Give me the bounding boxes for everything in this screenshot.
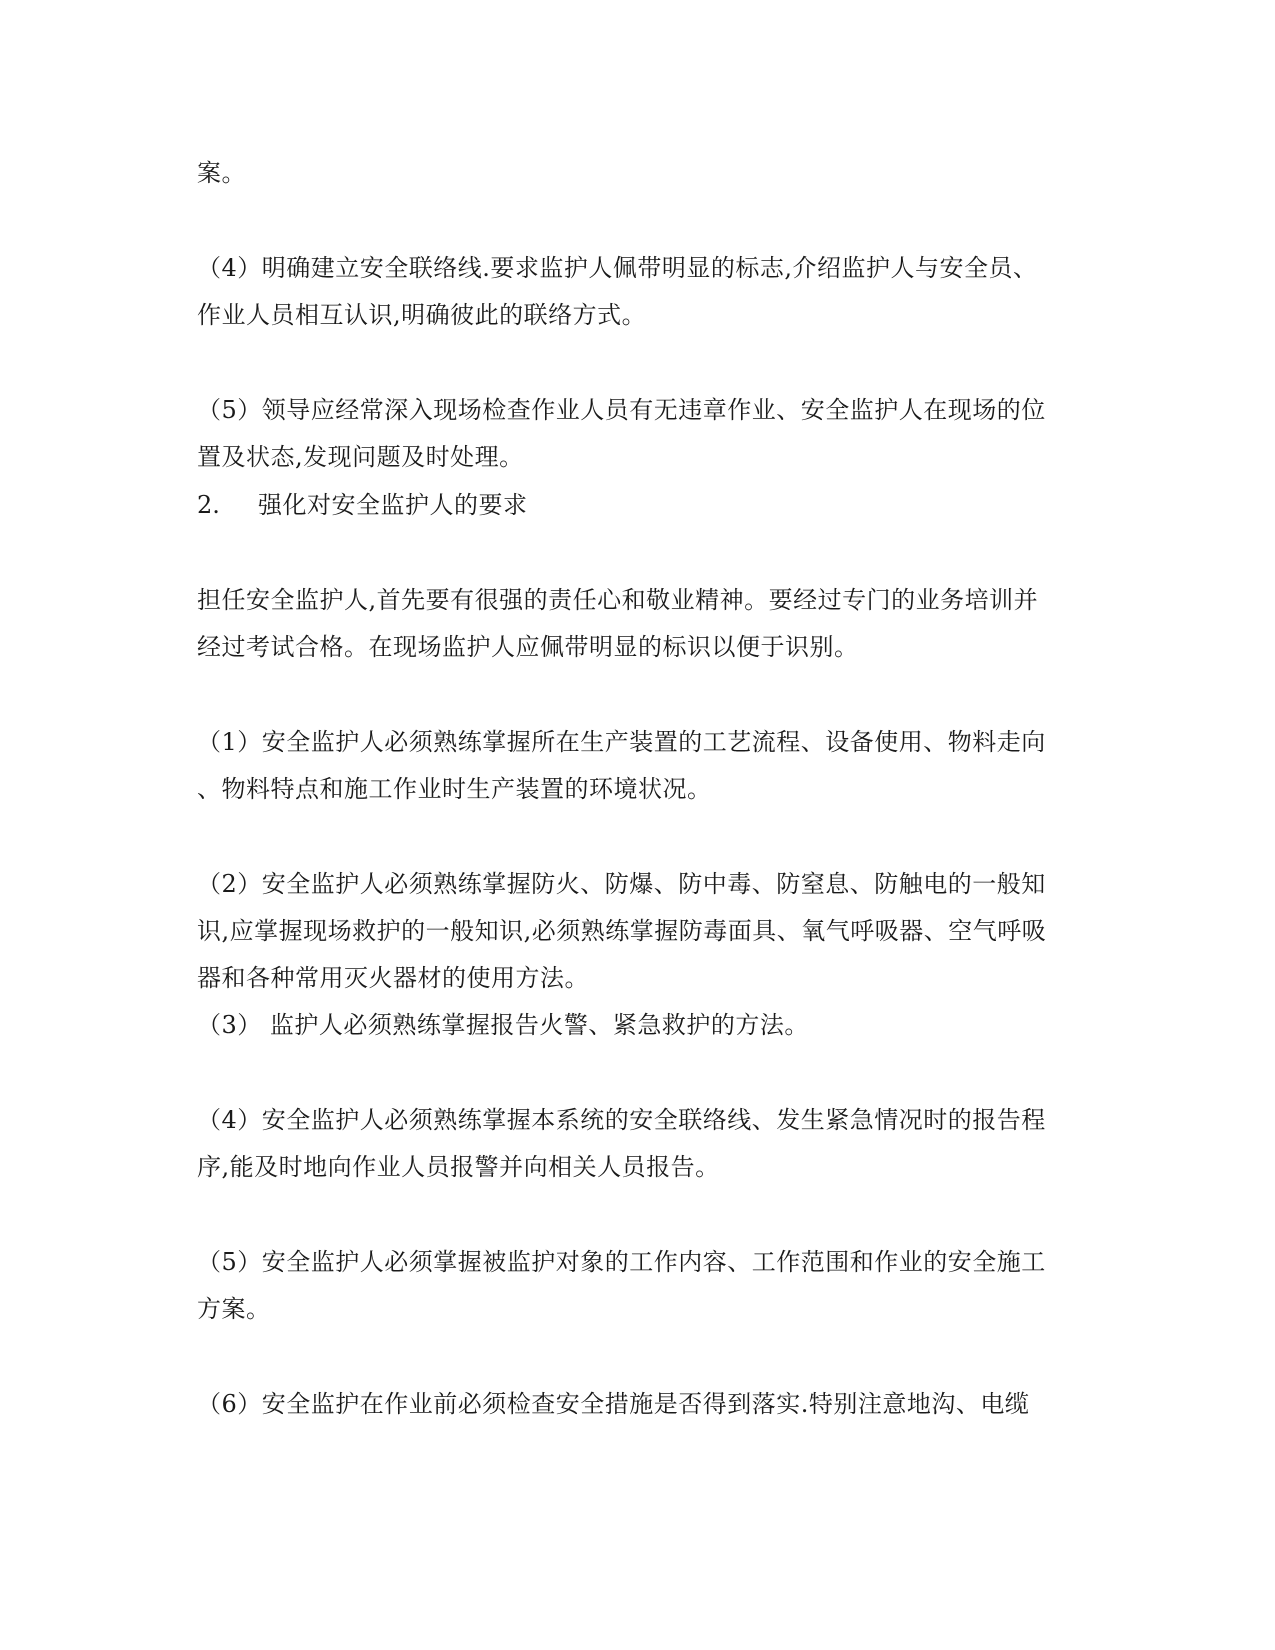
section-number: 2. — [197, 491, 220, 519]
text-line: （6）安全监护在作业前必须检查安全措施是否得到落实.特别注意地沟、电缆 — [197, 1390, 1030, 1418]
text-line: （5）安全监护人必须掌握被监护对象的工作内容、工作范围和作业的安全施工 — [197, 1248, 1046, 1276]
section-heading: 强化对安全监护人的要求 — [258, 491, 528, 519]
text-line: （4）明确建立安全联络线.要求监护人佩带明显的标志,介绍监护人与安全员、 — [197, 254, 1038, 282]
text-line: 经过考试合格。在现场监护人应佩带明显的标识以便于识别。 — [197, 633, 859, 661]
text-line: （4）安全监护人必须熟练掌握本系统的安全联络线、发生紧急情况时的报告程 — [197, 1106, 1046, 1134]
text-line: 序,能及时地向作业人员报警并向相关人员报告。 — [197, 1153, 720, 1181]
text-line: （5）领导应经常深入现场检查作业人员有无违章作业、安全监护人在现场的位 — [197, 396, 1046, 424]
text-line: 作业人员相互认识,明确彼此的联络方式。 — [197, 301, 647, 329]
text-line: （2）安全监护人必须熟练掌握防火、防爆、防中毒、防窒息、防触电的一般知 — [197, 870, 1046, 898]
text-line: 器和各种常用灭火器材的使用方法。 — [197, 964, 589, 992]
text-line: 案。 — [197, 159, 246, 187]
text-line: 担任安全监护人,首先要有很强的责任心和敬业精神。要经过专门的业务培训并 — [197, 586, 1039, 614]
text-line: （1）安全监护人必须熟练掌握所在生产装置的工艺流程、设备使用、物料走向 — [197, 728, 1046, 756]
text-line: （3） 监护人必须熟练掌握报告火警、紧急救护的方法。 — [197, 1011, 809, 1039]
text-line: 、物料特点和施工作业时生产装置的环境状况。 — [197, 775, 712, 803]
text-line: 识,应掌握现场救护的一般知识,必须熟练掌握防毒面具、氧气呼吸器、空气呼吸 — [197, 917, 1047, 945]
text-line: 方案。 — [197, 1295, 271, 1323]
text-line: 置及状态,发现问题及时处理。 — [197, 443, 524, 471]
